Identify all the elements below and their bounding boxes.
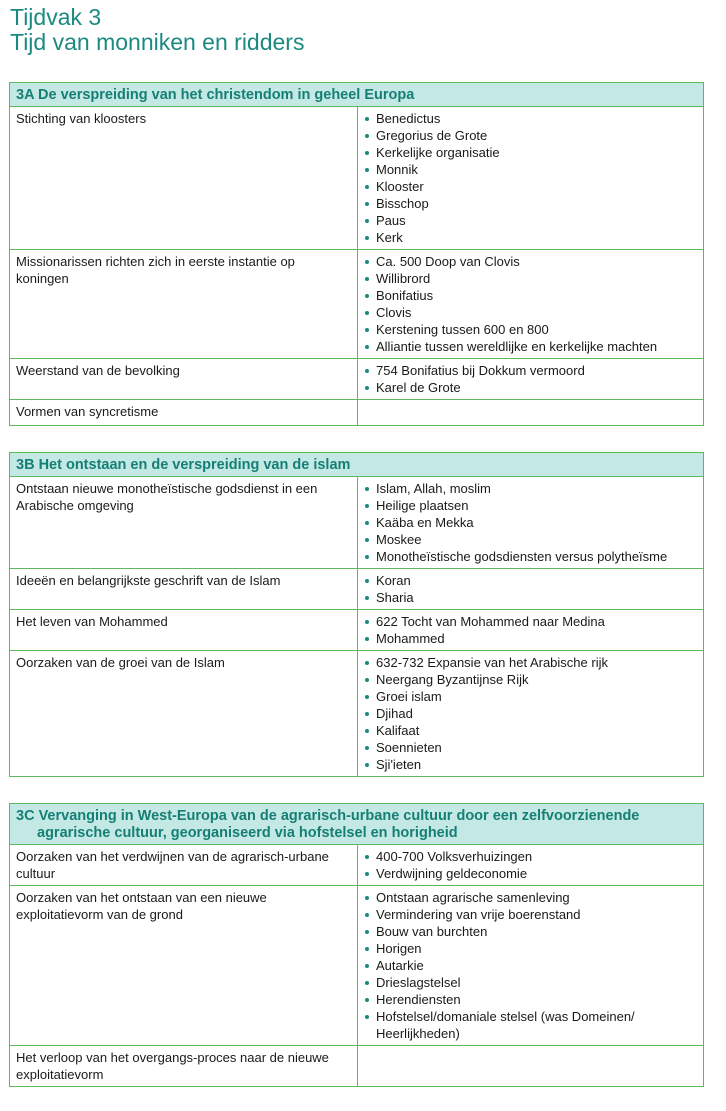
list-item: Autarkie: [364, 957, 697, 974]
list-item: Kalifaat: [364, 722, 697, 739]
concept-list: [364, 889, 697, 1042]
title-line-2: Tijd van monniken en ridders: [10, 29, 305, 55]
section-title: 3B Het ontstaan en de verspreiding van de islam: [16, 457, 351, 473]
topic-cell: Weerstand van de bevolking: [10, 359, 358, 400]
table-row: [10, 845, 704, 886]
list-item: Neergang Byzantijnse Rijk: [364, 671, 697, 688]
list-item: Sji'ieten: [364, 756, 697, 773]
section-title-line-2: agrarische cultuur, georganiseerd via hofstelsel en horigheid: [37, 825, 458, 841]
list-item: Kerk: [364, 229, 697, 246]
section-title: 3A De verspreiding van het christendom in geheel Europa: [16, 87, 415, 103]
list-item: Klooster: [364, 178, 697, 195]
concept-list: [364, 613, 697, 647]
list-item: Drieslagstelsel: [364, 974, 697, 991]
concepts-cell: [358, 610, 704, 651]
list-item: Monnik: [364, 161, 697, 178]
list-item: Koran: [364, 572, 697, 589]
topic-cell: Het verloop van het overgangs-proces naar de nieuwe exploitatievorm: [10, 1046, 358, 1087]
table-row: [10, 250, 704, 359]
list-item: 622 Tocht van Mohammed naar Medina: [364, 613, 697, 630]
table-row: [10, 400, 704, 426]
list-item: 754 Bonifatius bij Dokkum vermoord: [364, 362, 697, 379]
concept-list: [364, 572, 697, 606]
concepts-cell: [358, 107, 704, 250]
list-item: Bonifatius: [364, 287, 697, 304]
table-row: [10, 610, 704, 651]
list-item: Kaäba en Mekka: [364, 514, 697, 531]
concepts-cell: [358, 477, 704, 569]
list-item: Islam, Allah, moslim: [364, 480, 697, 497]
section-header: [10, 804, 704, 845]
concepts-cell: [358, 359, 704, 400]
list-item: Alliantie tussen wereldlijke en kerkelijke machten: [364, 338, 697, 355]
list-item: Groei islam: [364, 688, 697, 705]
concept-list: [364, 654, 697, 773]
list-item: Clovis: [364, 304, 697, 321]
table-row: [10, 569, 704, 610]
topic-cell: Vormen van syncretisme: [10, 400, 358, 426]
topic-cell: Oorzaken van het ontstaan van een nieuwe exploitatievorm van de grond: [10, 886, 358, 1046]
section-1: [0, 452, 726, 777]
concepts-cell: [358, 886, 704, 1046]
concepts-cell: [358, 1046, 704, 1087]
section-table: [9, 82, 704, 426]
topic-cell: Oorzaken van het verdwijnen van de agrarisch-urbane cultuur: [10, 845, 358, 886]
concept-list: [364, 253, 697, 355]
table-row: [10, 886, 704, 1046]
sections-container: [0, 82, 726, 1087]
list-item: Sharia: [364, 589, 697, 606]
concept-list: [364, 110, 697, 246]
list-item: Soennieten: [364, 739, 697, 756]
topic-cell: Ontstaan nieuwe monotheïstische godsdienst in een Arabische omgeving: [10, 477, 358, 569]
table-row: [10, 651, 704, 777]
section-header: [10, 83, 704, 107]
concept-list: [364, 480, 697, 565]
list-item: 400-700 Volksverhuizingen: [364, 848, 697, 865]
list-item: Herendiensten: [364, 991, 697, 1008]
list-item: Bouw van burchten: [364, 923, 697, 940]
list-item: Mohammed: [364, 630, 697, 647]
list-item: Hofstelsel/domaniale stelsel (was Domeinen/ Heerlijkheden): [364, 1008, 697, 1042]
concepts-cell: [358, 250, 704, 359]
list-item: Vermindering van vrije boerenstand: [364, 906, 697, 923]
table-row: [10, 1046, 704, 1087]
concepts-cell: [358, 651, 704, 777]
topic-cell: Stichting van kloosters: [10, 107, 358, 250]
list-item: Gregorius de Grote: [364, 127, 697, 144]
section-table: [9, 803, 704, 1087]
list-item: Horigen: [364, 940, 697, 957]
list-item: Verdwijning geldeconomie: [364, 865, 697, 882]
topic-cell: Missionarissen richten zich in eerste instantie op koningen: [10, 250, 358, 359]
list-item: Bisschop: [364, 195, 697, 212]
concepts-cell: [358, 845, 704, 886]
list-item: Moskee: [364, 531, 697, 548]
list-item: Djihad: [364, 705, 697, 722]
list-item: Monotheïstische godsdiensten versus polytheïsme: [364, 548, 697, 565]
topic-cell: Oorzaken van de groei van de Islam: [10, 651, 358, 777]
table-row: [10, 107, 704, 250]
list-item: Heilige plaatsen: [364, 497, 697, 514]
concepts-cell: [358, 569, 704, 610]
table-row: [10, 477, 704, 569]
list-item: 632-732 Expansie van het Arabische rijk: [364, 654, 697, 671]
list-item: Ontstaan agrarische samenleving: [364, 889, 697, 906]
table-row: [10, 359, 704, 400]
concept-list: [364, 362, 697, 396]
list-item: Karel de Grote: [364, 379, 697, 396]
title-line-1: Tijdvak 3: [10, 4, 102, 30]
section-table: [9, 452, 704, 777]
topic-cell: Het leven van Mohammed: [10, 610, 358, 651]
list-item: Kerkelijke organisatie: [364, 144, 697, 161]
list-item: Willibrord: [364, 270, 697, 287]
concept-list: [364, 848, 697, 882]
list-item: Ca. 500 Doop van Clovis: [364, 253, 697, 270]
page-title: [10, 5, 726, 55]
section-2: [0, 803, 726, 1087]
concepts-cell: [358, 400, 704, 426]
section-header: [10, 453, 704, 477]
section-0: [0, 82, 726, 426]
topic-cell: Ideeën en belangrijkste geschrift van de Islam: [10, 569, 358, 610]
list-item: Benedictus: [364, 110, 697, 127]
section-title: 3C Vervanging in West-Europa van de agrarisch-urbane cultuur door een zelfvoorzienende: [16, 808, 640, 824]
list-item: Kerstening tussen 600 en 800: [364, 321, 697, 338]
list-item: Paus: [364, 212, 697, 229]
